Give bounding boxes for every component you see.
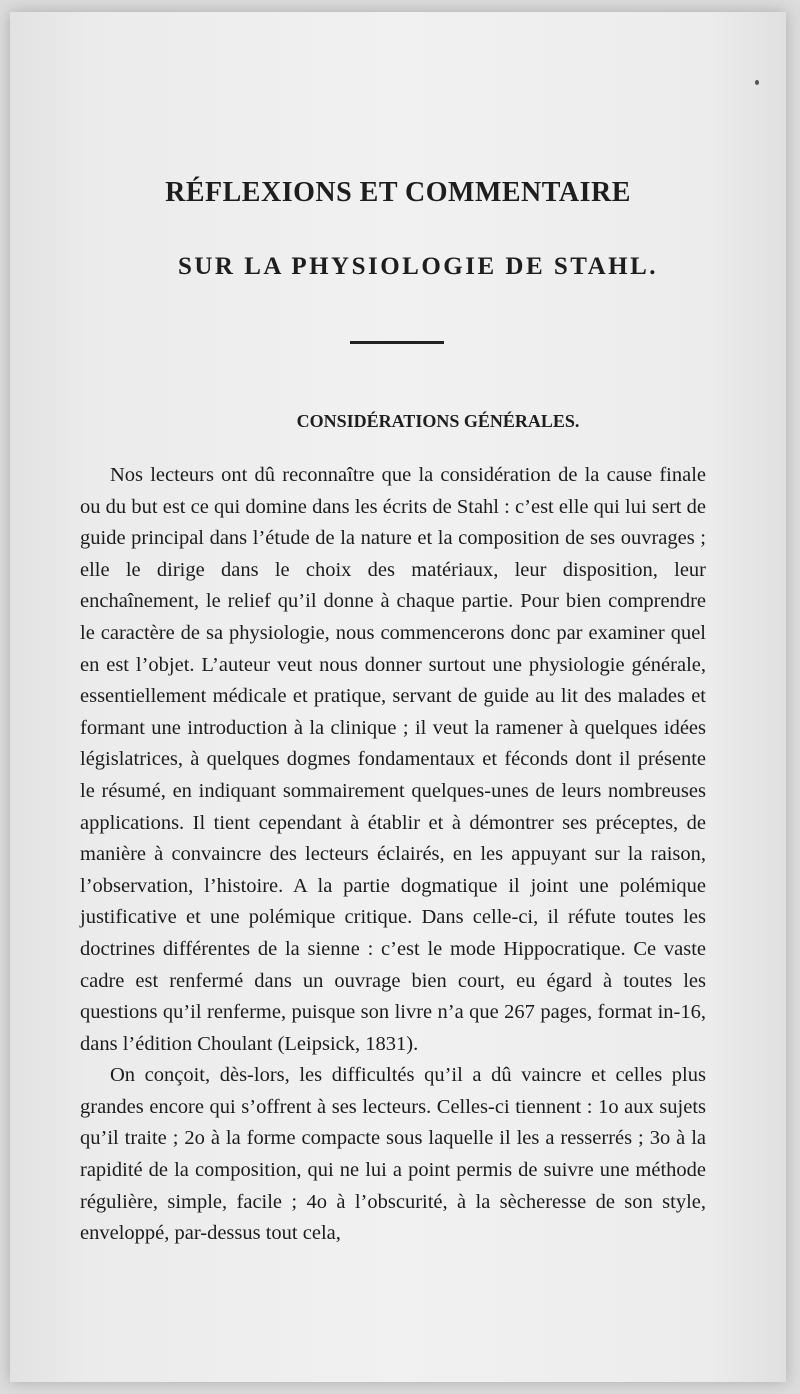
paragraph-1: Nos lecteurs ont dû reconnaître que la considération de la cause finale ou du but est ce qui domine dans les écrits de Stahl : c’est elle qui lui sert de guide principal dans l’étude de la nature et la composition de ses ouvrages ; elle le dirige dans le choix des matériaux, leur disposition, leur enchaînement, le relief qu’il donne à chaque partie. Pour bien comprendre le caractère de sa physiologie, nous commencerons donc par examiner quel en est l’objet. L’auteur veut nous donner surtout une physiologie générale, essentiellement médicale et pratique, servant de guide au lit des malades et formant une introduction à la clinique ; il veut la ramener à quelques idées législatrices, à quelques dogmes fondamentaux et féconds dont il présente le résumé, en indiquant sommairement quelques-unes de leurs nombreuses applications. Il tient cependant à établir et à démontrer ses préceptes, de manière à convaincre des lecteurs éclairés, en les appuyant sur la raison, l’observation, l’histoire. A la partie dogmatique il joint une polémique justificative et une polémique critique. Dans celle-ci, il réfute toutes les doctrines différentes de la sienne : c’est le mode Hippocratique. Ce vaste cadre est renfermé dans un ouvrage bien court, eu égard à toutes les questions qu’il renferme, puisque son livre n’a que 267 pages, format in-16, dans l’édition Choulant (Leipsick, 1831).: [80, 464, 706, 1055]
title-line-1: RÉFLEXIONS ET COMMENTAIRE: [165, 177, 631, 208]
section-heading: CONSIDÉRATIONS GÉNÉRALES.: [296, 411, 580, 431]
ink-spot: [755, 80, 759, 85]
book-page: [10, 12, 786, 1382]
paragraph-2: On conçoit, dès-lors, les difficultés qu’il a dû vaincre et celles plus grandes encore qui s’offrent à ses lecteurs. Celles-ci tiennent : 1o aux sujets qu’il traite ; 2o à la forme compacte sous laquelle il les a resserrés ; 3o à la rapidité de la composition, qui ne lui a point permis de suivre une méthode régulière, simple, facile ; 4o à l’obscurité, à la sècheresse de son style, enveloppé, par-dessus tout cela,: [80, 1064, 706, 1245]
title-line-2: SUR LA PHYSIOLOGIE DE STAHL.: [177, 253, 659, 280]
title-rule: [350, 341, 444, 344]
body-text: [80, 460, 706, 1250]
